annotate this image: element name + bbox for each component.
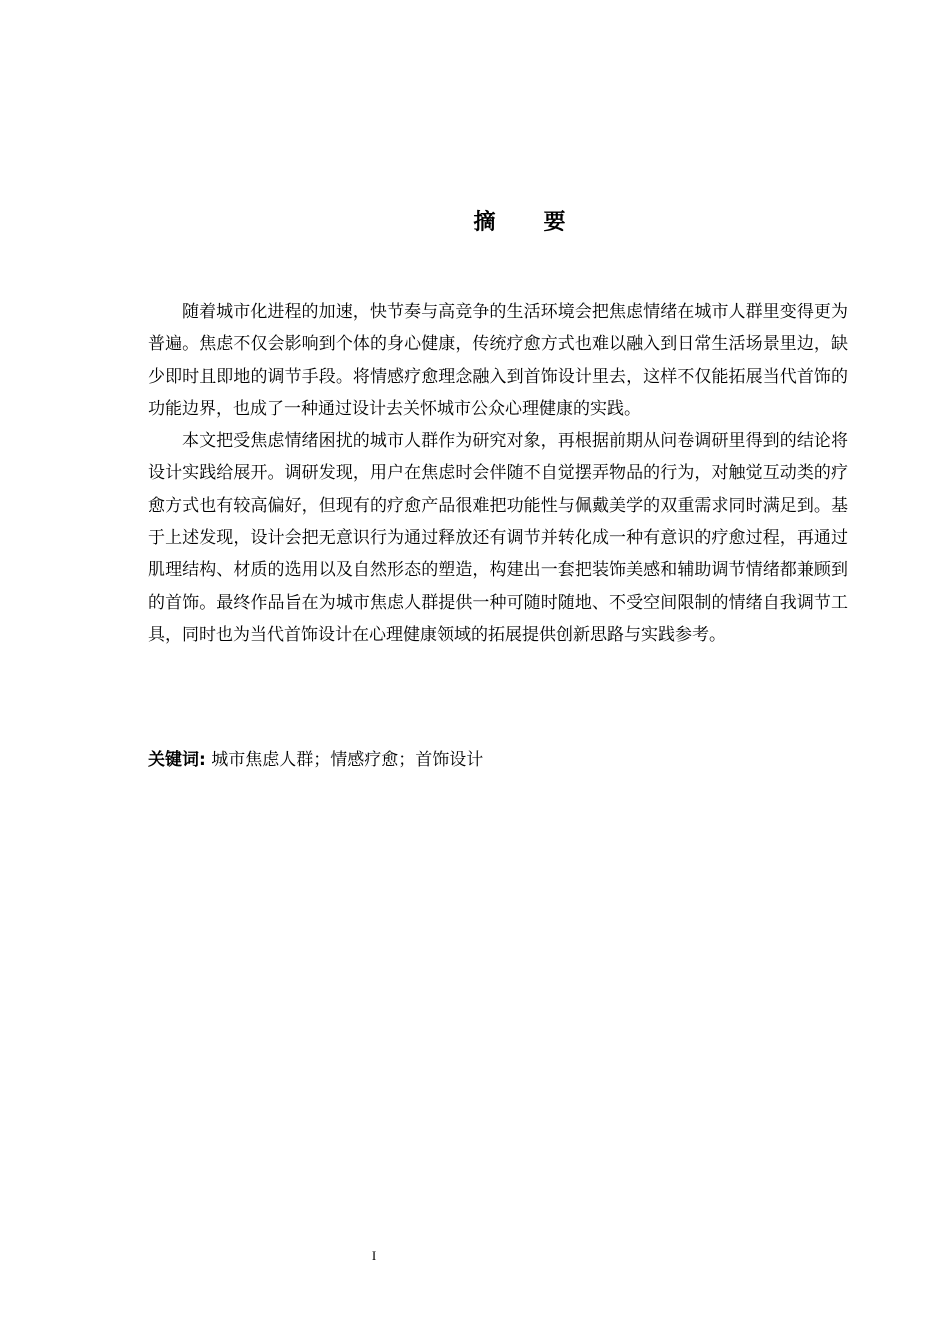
abstract-paragraph-2: 本文把受焦虑情绪困扰的城市人群作为研究对象，再根据前期从问卷调研里得到的结论将设计实践给展开。调研发现，用户在焦虑时会伴随不自觉摆弄物品的行为，对触觉互动类的疗愈方式也有较高偏好，但现有的疗愈产品很难把功能性与佩戴美学的双重需求同时满足到。基于上述发现，设计会把无意识行为通过释放还有调节并转化成一种有意识的疗愈过程，再通过肌理结构、材质的选用以及自然形态的塑造，构建出一套把装饰美感和辅助调节情绪都兼顾到的首饰。最终作品旨在为城市焦虑人群提供一种可随时随地、不受空间限制的情绪自我调节工具，同时也为当代首饰设计在心理健康领域的拓展提供创新思路与实践参考。 (148, 431, 848, 645)
abstract-title-char-1: 摘 (473, 210, 496, 235)
keywords-text: 城市焦虑人群；情感疗愈；首饰设计 (211, 750, 484, 770)
abstract-title (0, 205, 950, 236)
abstract-body (148, 296, 848, 651)
abstract-title-char-2: 要 (543, 210, 566, 235)
abstract-paragraph-1: 随着城市化进程的加速，快节奏与高竞争的生活环境会把焦虑情绪在城市人群里变得更为普遍。焦虑不仅会影响到个体的身心健康，传统疗愈方式也难以融入到日常生活场景里边，缺少即时且即地的调节手段。将情感疗愈理念融入到首饰设计里去，这样不仅能拓展当代首饰的功能边界，也成了一种通过设计去关怀城市公众心理健康的实践。 (148, 302, 848, 419)
keywords-label: 关键词: (148, 750, 206, 770)
keywords-line (148, 746, 848, 774)
page-number: I (371, 1248, 377, 1263)
